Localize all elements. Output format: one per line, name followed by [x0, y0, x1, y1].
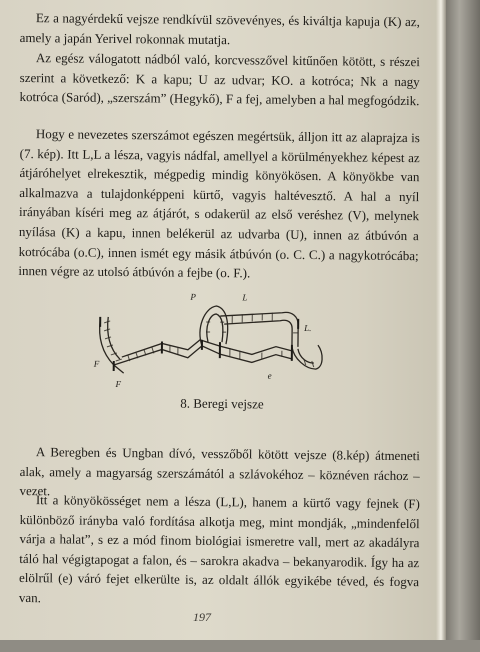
label-f-left: F	[93, 359, 100, 369]
paragraph-5: Itt a könyökösséget nem a lésza (L,L), hanem a kürtő vagy fejnek (F) különböző irányba való fordítása alkotja meg, mint mondják, „mindenfelől várja a halat”, s ez a mód finom biológiai ismeretre vall, mert az akadályra táló hal végigtapogat a falon, és – sarokra akadva – bekanyarodik. Így ha az elölrűl (e) váró fejet elkerülte is, az oldalt állók egyikébe téved, és fogva van.	[19, 490, 420, 612]
backdrop	[446, 0, 480, 640]
page-edge	[436, 0, 446, 640]
label-l-top: L	[241, 292, 247, 302]
page-number: 197	[172, 610, 232, 625]
paragraph-3: Hogy e nevezetes szerszámot egészen megértsük, álljon itt az alaprajza is (7. kép). Itt L,L a lésza, vagyis nádfal, amellyel a körülményekhez képest az átjáróhelyet elrekesztik, mégpedig mindig könyökösen. A könyökbe van alkalmazva a tulajdonképpeni kürtő, vagyis haltévesztő. A hal a nyíl irányában kíséri meg az átjárót, s odakerül az első veréshez (V), melynek nyílása (K) a kapu, innen belékerül az udvarba (U), innen az átbúvón a kotrócába (o.C), innen ismét egy másik átbúvón (o. C. C.) a nagykotrócába; innen végre az utolsó átbúvón a fejbe (o. F.).	[18, 124, 420, 285]
bleed-through-text	[292, 262, 432, 288]
watermark-logo	[0, 612, 480, 652]
label-l-right: L.	[303, 323, 311, 333]
label-e: e	[268, 371, 272, 381]
paragraph-4: A Beregben és Ungban dívó, vesszőből kötött vejsze (8.kép) átmeneti alak, amely a magyarság szerszámától a szlávokéhoz – köznéven ráchoz – vezet.	[19, 442, 420, 505]
paragraph-2: Az egész válogatott nádból való, korcvesszővel kitűnően kötött, s részei szerint a következő: K a kapu; U az udvar; KO. a kotróca; Nk a nagy kotróca (Saród), „szerszám” (Hegykő), F a fej, amelyben a hal megfogódzik.	[19, 48, 420, 111]
label-p: P	[189, 292, 196, 302]
beregi-vejsze-illustration	[91, 287, 332, 396]
paragraph-1: Ez a nagyérdekű vejsze rendkívül szövevényes, és kiváltja kapuja (K) az, amely a japán Yerivel rokonnak mutatja.	[20, 8, 420, 51]
label-f-bottom: F	[114, 379, 121, 389]
figure-caption: 8. Beregi vejsze	[142, 395, 302, 413]
